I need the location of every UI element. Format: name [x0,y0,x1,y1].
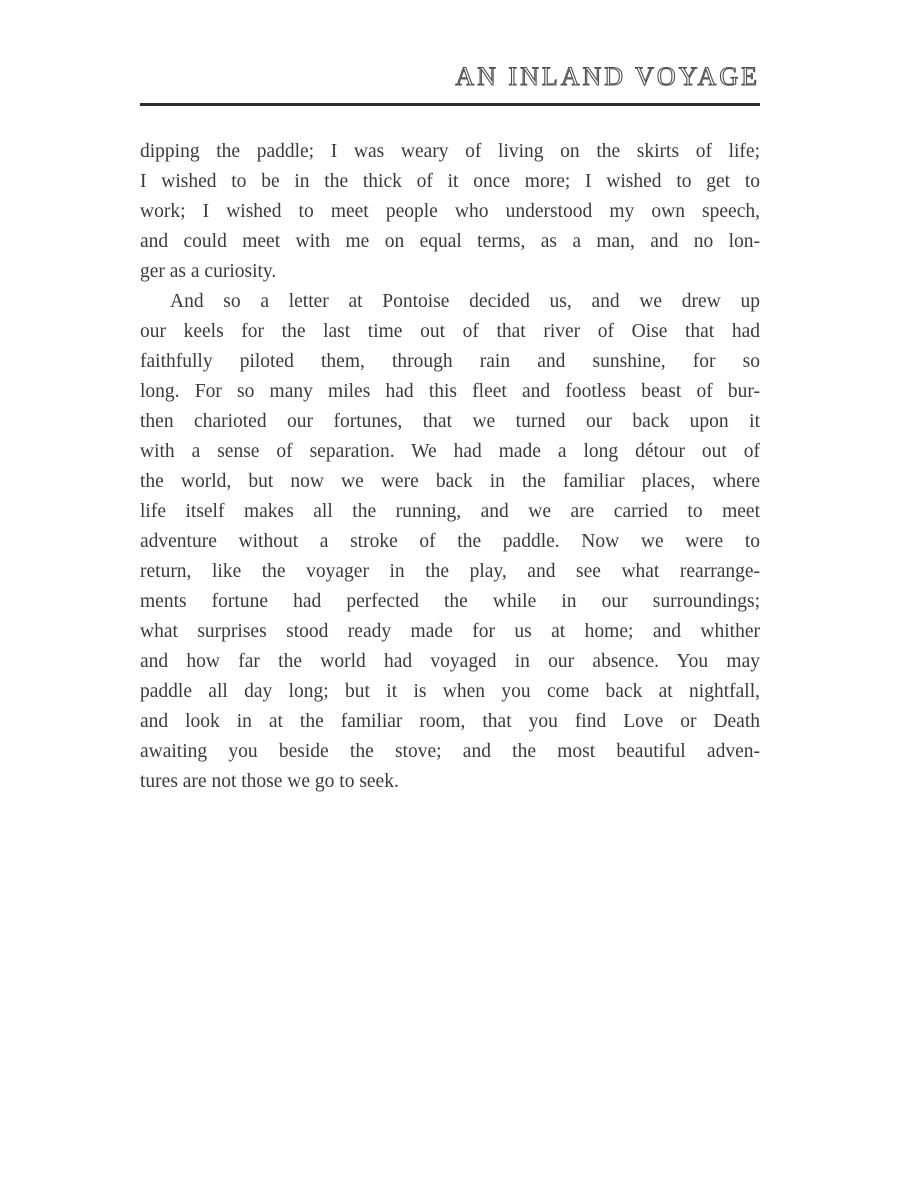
header-rule [140,103,760,106]
text-line: and could meet with me on equal terms, as a man, and no lon- [140,231,760,252]
text-line: long. For so many miles had this fleet and footless beast of bur- [140,381,760,402]
text-line: And so a letter at Pontoise decided us, and we drew up [170,291,760,312]
text-line: dipping the paddle; I was weary of living on the skirts of life; [140,141,760,162]
text-line: the world, but now we were back in the familiar places, where [140,471,760,492]
paragraph [140,287,760,797]
text-line: faithfully piloted them, through rain and sunshine, for so [140,351,760,372]
text-line: return, like the voyager in the play, and see what rearrange- [140,561,760,582]
running-head: AN INLAND VOYAGE [455,62,760,91]
text-block [140,137,760,797]
text-line: what surprises stood ready made for us at home; and whither [140,621,760,642]
text-line: our keels for the last time out of that river of Oise that had [140,321,760,342]
text-line: I wished to be in the thick of it once more; I wished to get to [140,171,760,192]
text-line: and look in at the familiar room, that you find Love or Death [140,711,760,732]
book-page [140,0,760,797]
text-line: tures are not those we go to seek. [140,771,399,792]
text-line: ments fortune had perfected the while in our surroundings; [140,591,760,612]
text-line: work; I wished to meet people who understood my own speech, [140,201,760,222]
text-line: paddle all day long; but it is when you come back at nightfall, [140,681,760,702]
text-line: and how far the world had voyaged in our absence. You may [140,651,760,672]
text-line: ger as a curiosity. [140,261,277,282]
text-line: awaiting you beside the stove; and the most beautiful adven- [140,741,760,762]
text-line: with a sense of separation. We had made a long détour out of [140,441,760,462]
text-line: life itself makes all the running, and we are carried to meet [140,501,760,522]
text-line: then charioted our fortunes, that we turned our back upon it [140,411,760,432]
paragraph [140,137,760,287]
text-line: adventure without a stroke of the paddle. Now we were to [140,531,760,552]
